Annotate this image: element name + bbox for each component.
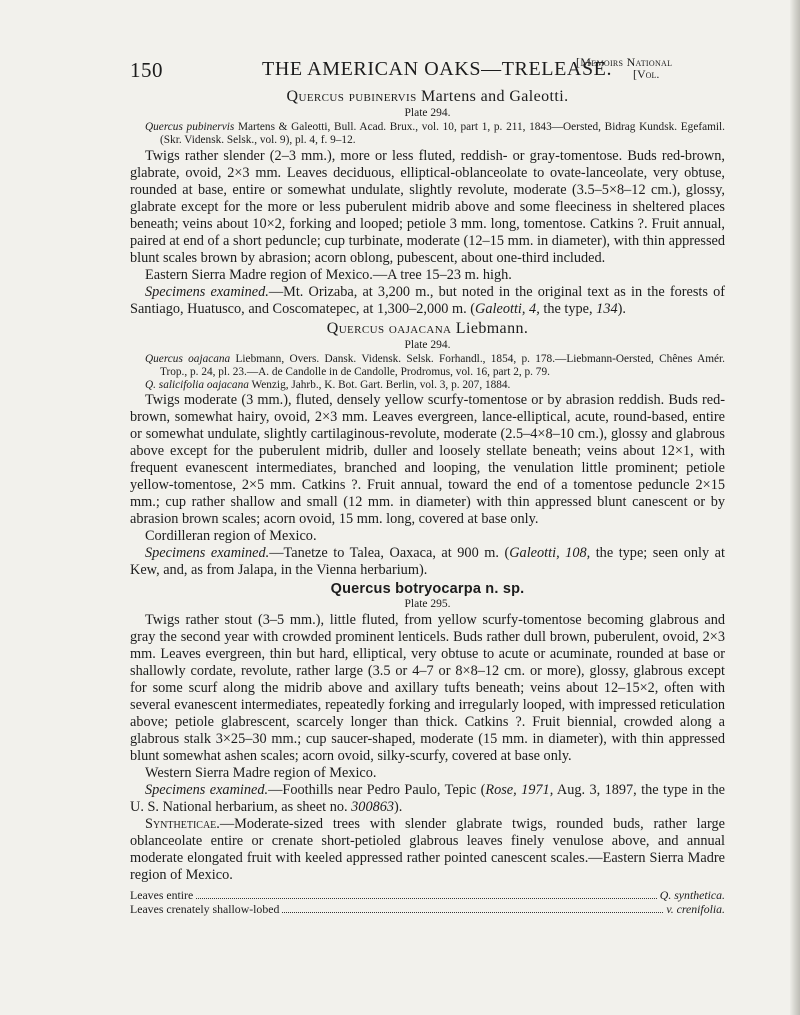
synonymy bbox=[145, 353, 725, 380]
collector: Rose, 1971, bbox=[485, 782, 554, 799]
key-taxon: v. crenifolia. bbox=[666, 902, 725, 917]
collector: Galeotti, 4, bbox=[475, 300, 540, 317]
specimens-paragraph: Specimens examined.—Mt. Orizaba, at 3,200 m., but noted in the original text as in the forests of Santiago, Huatusco, and Coscomatepec, at 1,300–2,000 m. (Galeotti, 4, the type, 134). bbox=[130, 283, 725, 317]
book-page bbox=[130, 56, 725, 916]
plate-reference: Plate 294. bbox=[404, 107, 451, 119]
specimens-paragraph: Specimens examined.—Tanetze to Talea, Oaxaca, at 900 m. (Galeotti, 108, the type; seen only at Kew, and, as from Jalapa, in the Vienna herbarium). bbox=[130, 545, 725, 579]
species-heading: Quercus botryocarpa n. sp. bbox=[330, 581, 525, 598]
synonymy bbox=[145, 379, 725, 392]
series-title-line1: [Memoirs National bbox=[576, 55, 673, 69]
range-paragraph: Western Sierra Madre region of Mexico. bbox=[145, 765, 377, 782]
key-character: Leaves entire bbox=[130, 888, 194, 903]
group-description bbox=[130, 816, 725, 884]
key-taxon: Q. synthetica. bbox=[659, 888, 725, 903]
series-title-line2: [Vol. bbox=[633, 67, 660, 81]
range-paragraph: Cordilleran region of Mexico. bbox=[145, 528, 317, 545]
description-paragraph: Twigs rather stout (3–5 mm.), little fluted, from yellow scurfy-tomentose becoming glabrous and gray the second year with crowded prominent lenticels. Buds rather dull brown, puberulent, ovoid, 2×3 mm. Leaves evergreen, thin but hard, elliptical, very obtuse to acute or acuminate, rounded at base or shallowly cordate, revolute, rather large (3.5 or 4–7 or 8×8–12 cm. or more), glossy, glabrous except for some scurf along the midrib above and axillary tufts beneath; veins about 12–15×2, often with several evanescent intermediates, repeatedly forking and irregularly looped, with impressed reticulation above; petiole glabrescent, scarcely longer than thick. Catkins ?. Fruit biennial, crowded along a glabrous stalk 3×25–30 mm.; cup saucer-shaped, moderate (15 mm. in diameter), with thin appressed blunt somewhat ashen scales; acorn ovoid, silky-scurfy, covered at base only. bbox=[130, 612, 725, 765]
synonymy bbox=[145, 121, 725, 148]
species-heading bbox=[130, 88, 725, 106]
collector: Galeotti, 108, bbox=[509, 545, 591, 562]
key-character: Leaves crenately shallow-lobed bbox=[130, 902, 280, 917]
synonym-citation: Wenzig, Jahrb., K. Bot. Gart. Berlin, vol. 3, p. 207, 1884. bbox=[251, 379, 511, 392]
running-title: THE AMERICAN OAKS—TRELEASE. bbox=[262, 58, 613, 80]
sheet-number: 300863 bbox=[351, 799, 395, 816]
synonym-name: Q. salicifolia oajacana bbox=[145, 379, 249, 392]
description-paragraph: Twigs rather slender (2–3 mm.), more or less fluted, reddish- or gray-tomentose. Buds red-brown, glabrate, ovoid, 2×3 mm. Leaves deciduous, elliptical-oblanceolate to ovate-lanceolate, very obtuse, rounded at base, entire or somewhat undulate, slightly revolute, moderate (3.5–5×8–12 cm.), glossy, glabrate except for the more or less puberulent midrib above and some fleeciness in sheltered places beneath; veins about 10×2, forking and looped; petiole 3 mm. long, tomentose. Catkins ?. Fruit annual, paired at end of a short peduncle; cup turbinate, moderate (12–15 mm. in diameter), with thin appressed blunt scales brown by abrasion; acorn oblong, pubescent, about one-third included. bbox=[130, 147, 725, 266]
species-epithet: pubinervis bbox=[348, 88, 417, 105]
description-paragraph: Twigs moderate (3 mm.), fluted, densely yellow scurfy-tomentose or by abrasion reddish. Buds red-brown, somewhat hairy, ovoid, 2×3 mm. Leaves evergreen, lance-elliptical, acute, round-based, entire or somewhat undulate, slightly cartilaginous-revolute, moderate (2.5–4×8–10 cm.), glossy and glabrous above except for the puberulent midrib, duller and loosely stellate beneath; veins about 12×1, with frequent evanescent intermediates, branched and looping, the venulation little prominent; petiole yellow-tomentose, 2×5 mm. Catkins ?. Fruit annual, toward the end of a tomentose peduncle 2×15 mm.; cup rather shallow and small (12 mm. in diameter) with thin appressed blunt canescent or by abrasion brown scales; acorn ovoid, 15 mm. long, covered at base only. bbox=[130, 392, 725, 528]
specimens-paragraph: Specimens examined.—Foothills near Pedro Paulo, Tepic (Rose, 1971, Aug. 3, 1897, the type in the U. S. National herbarium, as sheet no. 300863). bbox=[130, 782, 725, 816]
species-author: Liebmann. bbox=[455, 319, 529, 337]
species-epithet: oajacana bbox=[388, 319, 452, 337]
synonym-name: Quercus oajacana bbox=[145, 352, 231, 365]
species-genus: Quercus bbox=[286, 88, 345, 105]
series-title bbox=[576, 56, 672, 80]
range-paragraph: Eastern Sierra Madre region of Mexico.—A tree 15–23 m. high. bbox=[145, 266, 512, 283]
identification-key bbox=[130, 888, 725, 916]
key-row bbox=[130, 902, 725, 916]
collector-number: 134 bbox=[596, 300, 618, 317]
specimens-label: Specimens examined. bbox=[145, 545, 270, 562]
key-row bbox=[130, 888, 725, 902]
page-edge-shadow bbox=[790, 0, 800, 1015]
leader-dots bbox=[282, 911, 663, 913]
plate-reference: Plate 294. bbox=[404, 338, 451, 351]
species-author: Martens and Galeotti. bbox=[421, 88, 569, 105]
group-text: —Moderate-sized trees with slender glabrate twigs, rounded buds, rather large oblanceolate entire or crenate short-petioled glabrous leaves finely venulose above, and annual moderate elongated fruit with keeled appressed rather pointed canescent scales.—Eastern Sierra Madre region of Mexico. bbox=[130, 816, 725, 884]
synonym-name: Quercus pubinervis bbox=[145, 121, 235, 133]
species-genus: Quercus bbox=[326, 319, 385, 337]
species-heading bbox=[130, 320, 725, 338]
plate-reference: Plate 295. bbox=[404, 598, 451, 611]
leader-dots bbox=[196, 897, 657, 899]
specimens-label: Specimens examined. bbox=[145, 283, 269, 300]
group-label: Syntheticae. bbox=[145, 816, 220, 833]
page-number: 150 bbox=[130, 58, 163, 82]
specimens-label: Specimens examined. bbox=[145, 782, 269, 799]
synonym-citation: Liebmann, Overs. Dansk. Vidensk. Selsk. Forhandl., 1854, p. 178.—Liebmann-Oersted, Chênes Amér. Trop., p. 24, pl. 23.—A. de Candolle in de Candolle, Prodromus, vol. 16, part 2, p. 79. bbox=[160, 352, 725, 378]
synonym-citation: Martens & Galeotti, Bull. Acad. Brux., vol. 10, part 1, p. 211, 1843—Oersted, Bidrag Kundsk. Egefamil. (Skr. Vidensk. Selsk., vol. 9), pl. 4, f. 9–12. bbox=[160, 121, 726, 147]
running-header bbox=[130, 56, 725, 86]
